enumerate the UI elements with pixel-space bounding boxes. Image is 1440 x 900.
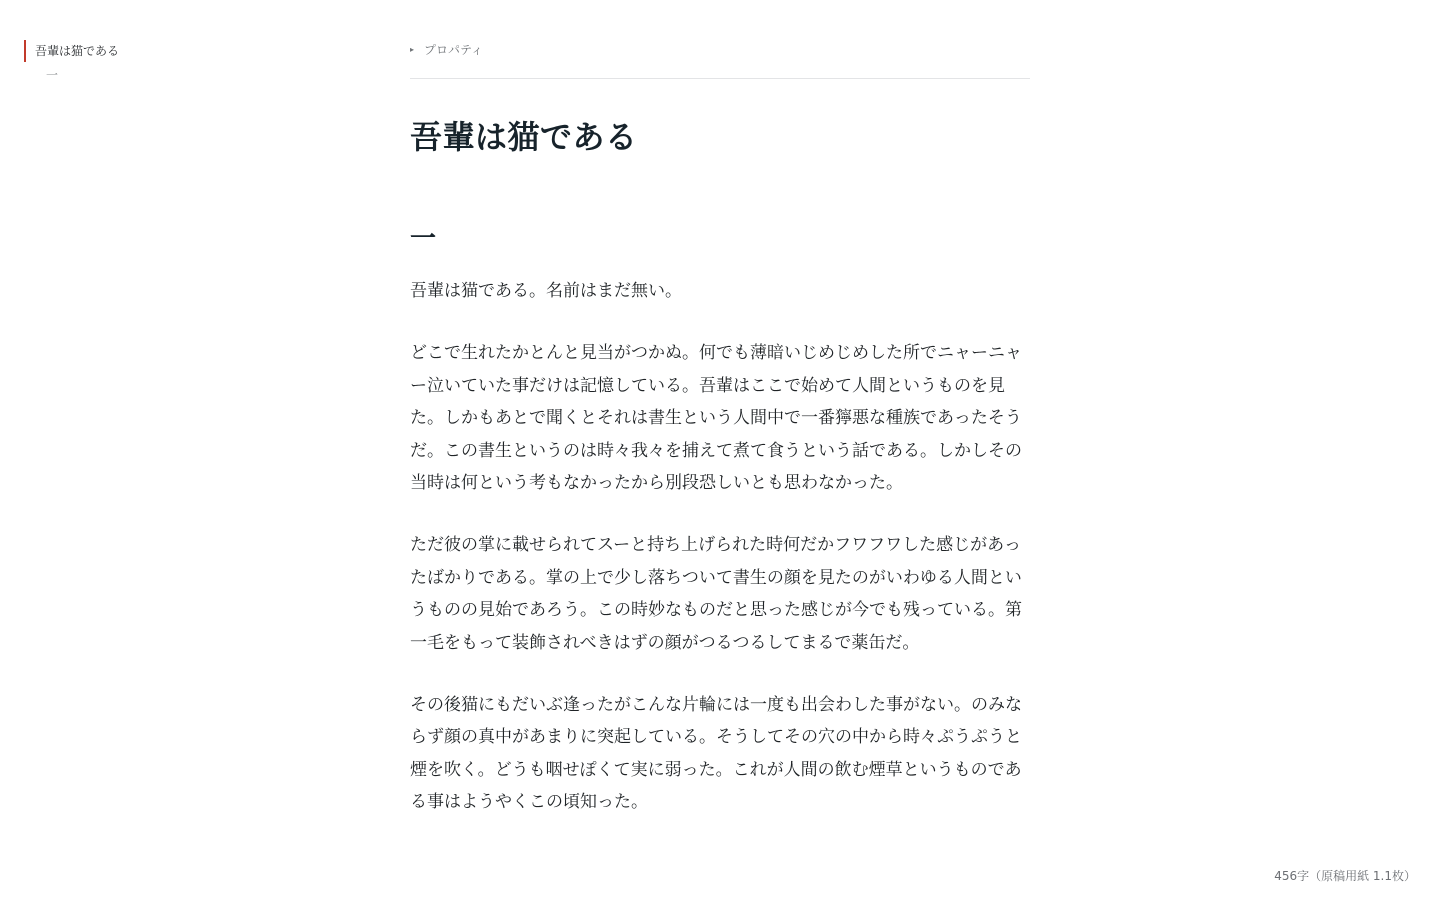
outline-sidebar	[24, 40, 224, 86]
section-heading[interactable]: 一	[410, 224, 437, 254]
outline-item-title[interactable]: 吾輩は猫である	[24, 40, 224, 62]
paragraph[interactable]: 吾輩は猫である。名前はまだ無い。	[410, 281, 682, 301]
properties-label: プロパティ	[424, 42, 484, 57]
divider	[410, 78, 1030, 79]
paragraph[interactable]: ただ彼の掌に載せられてスーと持ち上げられた時何だかフワフワした感じがあったばかりである。掌の上で少し落ちついて書生の顔を見たのがいわゆる人間というものの見始であろう。この時妙なものだと思った感じが今でも残っている。第一毛をもって装飾されべきはずの顔がつるつるしてまるで薬缶だ。	[410, 535, 1022, 653]
editor[interactable]	[410, 36, 1030, 819]
character-count-status: 456字（原稿用紙 1.1枚）	[1274, 869, 1416, 883]
caret-right-icon: ▸	[410, 44, 415, 54]
properties-toggle[interactable]	[410, 36, 1030, 62]
document-title[interactable]: 吾輩は猫である	[410, 118, 638, 156]
outline-item-section-1[interactable]: 一	[46, 68, 59, 82]
paragraph[interactable]: その後猫にもだいぶ逢ったがこんな片輪には一度も出会わした事がない。のみならず顔の真中があまりに突起している。そうしてその穴の中から時々ぷうぷうと煙を吹く。どうも咽せぽくて実に弱った。これが人間の飲む煙草というものである事はようやくこの頃知った。	[410, 695, 1022, 813]
paragraph[interactable]: どこで生れたかとんと見当がつかぬ。何でも薄暗いじめじめした所でニャーニャー泣いていた事だけは記憶している。吾輩はここで始めて人間というものを見た。しかもあとで聞くとそれは書生という人間中で一番獰悪な種族であったそうだ。この書生というのは時々我々を捕えて煮て食うという話である。しかしその当時は何という考もなかったから別段恐しいとも思わなかった。	[410, 343, 1022, 494]
